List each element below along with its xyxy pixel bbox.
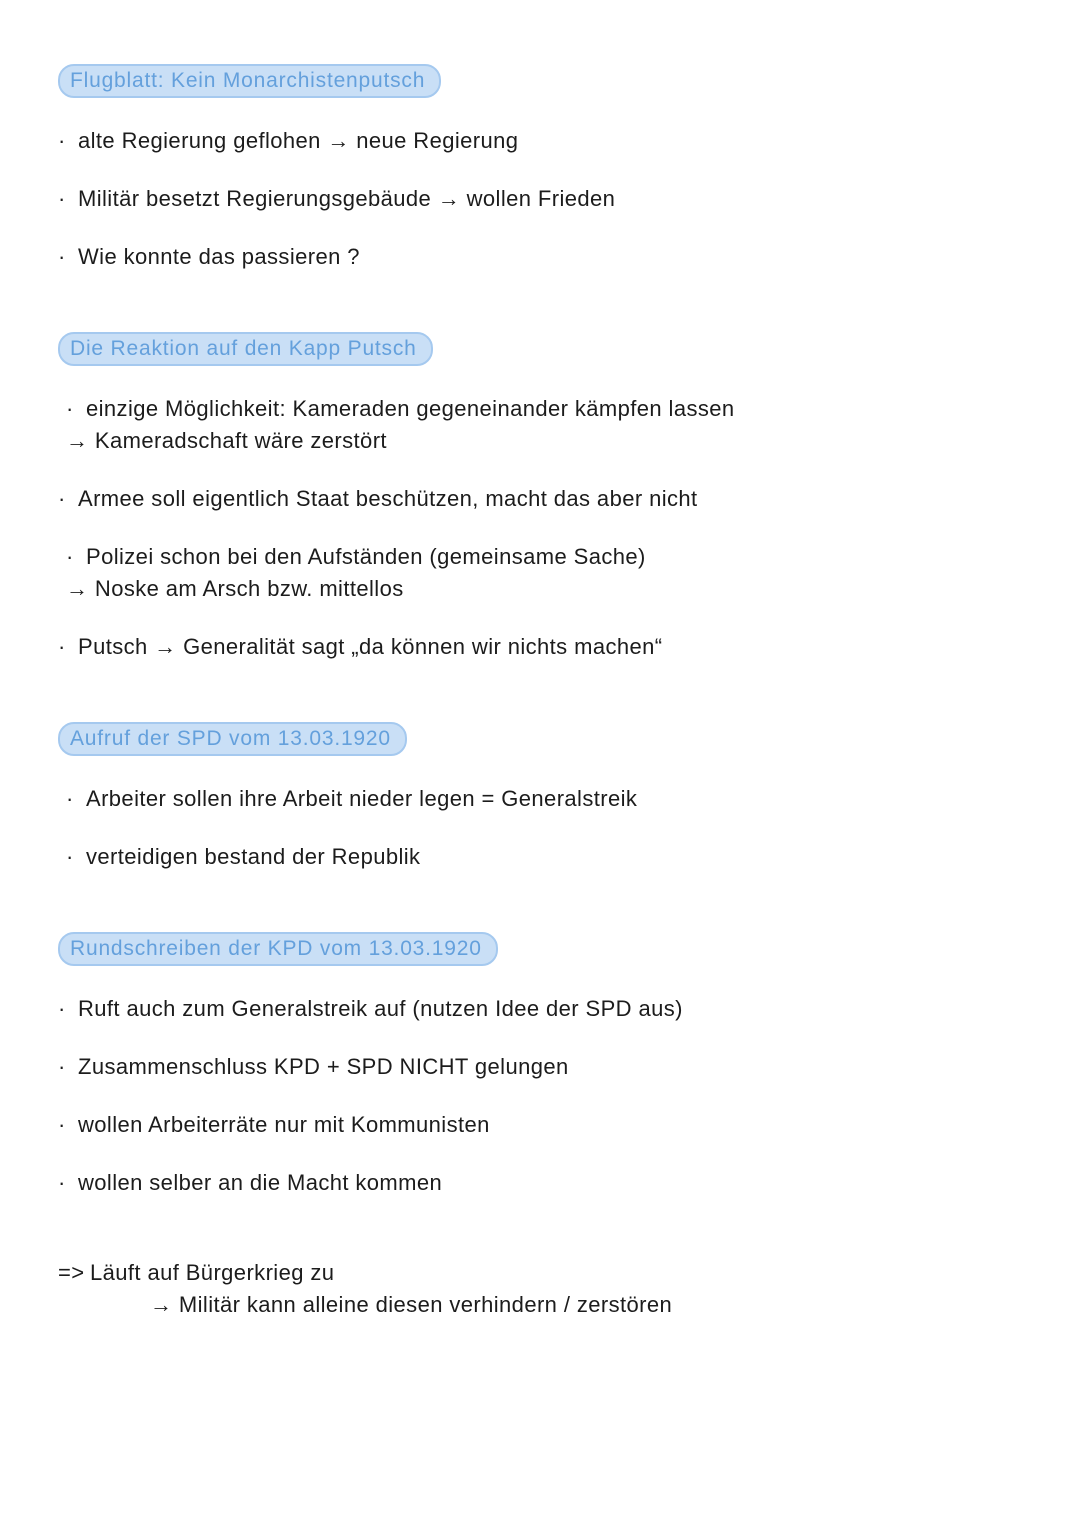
note-text: wollen Arbeiterräte nur mit Kommunisten: [78, 1112, 490, 1137]
note-line: [58, 242, 1040, 272]
section-heading: Rundschreiben der KPD vom 13.03.1920: [58, 932, 498, 966]
bullet-marker: ·: [58, 1170, 66, 1195]
section-flugblatt: [58, 64, 1040, 272]
note-text: Militär besetzt Regierungsgebäude → wollen Frieden: [78, 186, 616, 211]
note-line: [66, 542, 1040, 572]
section-heading: Aufruf der SPD vom 13.03.1920: [58, 722, 407, 756]
note-text: Ruft auch zum Generalstreik auf (nutzen Idee der SPD aus): [78, 996, 683, 1021]
note-text: einzige Möglichkeit: Kameraden gegeneinander kämpfen lassen: [86, 396, 735, 421]
note-line: [58, 126, 1040, 156]
bullet-marker: ·: [58, 1054, 66, 1079]
note-text: Wie konnte das passieren ?: [78, 244, 360, 269]
section-heading-row: [58, 64, 1040, 98]
note-text: wollen selber an die Macht kommen: [78, 1170, 443, 1195]
conclusion-block: [58, 1258, 1040, 1320]
bullet-marker: ·: [58, 128, 66, 153]
section-aufruf-spd: [58, 722, 1040, 872]
section-heading-row: [58, 332, 1040, 366]
note-line: [58, 632, 1040, 662]
bullet-marker: ·: [66, 544, 74, 569]
note-line: [58, 1110, 1040, 1140]
section-reaktion: [58, 332, 1040, 662]
section-heading: Die Reaktion auf den Kapp Putsch: [58, 332, 433, 366]
note-line: [66, 394, 1040, 424]
note-text: Polizei schon bei den Aufständen (gemeinsame Sache): [86, 544, 646, 569]
section-rundschreiben-kpd: [58, 932, 1040, 1198]
note-line: [58, 484, 1040, 514]
section-heading-row: [58, 932, 1040, 966]
note-text: Zusammenschluss KPD + SPD NICHT gelungen: [78, 1054, 569, 1079]
bullet-marker: ·: [66, 396, 74, 421]
bullet-marker: ·: [58, 244, 66, 269]
bullet-marker: ·: [58, 996, 66, 1021]
section-heading-row: [58, 722, 1040, 756]
implies-marker: =>: [58, 1260, 85, 1285]
section-heading: Flugblatt: Kein Monarchistenputsch: [58, 64, 441, 98]
bullet-marker: ·: [66, 844, 74, 869]
bullet-marker: ·: [58, 186, 66, 211]
note-line: [66, 842, 1040, 872]
conclusion-text: Läuft auf Bürgerkrieg zu: [90, 1260, 335, 1285]
note-text: verteidigen bestand der Republik: [86, 844, 421, 869]
note-subline: → Kameradschaft wäre zerstört: [66, 428, 387, 453]
note-line: [58, 1168, 1040, 1198]
note-text: Putsch → Generalität sagt „da können wir nichts machen“: [78, 634, 663, 659]
note-line: [58, 1052, 1040, 1082]
bullet-marker: ·: [58, 1112, 66, 1137]
note-line: [58, 184, 1040, 214]
note-line: [66, 784, 1040, 814]
note-text: alte Regierung geflohen → neue Regierung: [78, 128, 519, 153]
bullet-marker: ·: [66, 786, 74, 811]
conclusion-line: [58, 1258, 1040, 1288]
note-line: [58, 994, 1040, 1024]
note-text: Arbeiter sollen ihre Arbeit nieder legen = Generalstreik: [86, 786, 638, 811]
bullet-marker: ·: [58, 486, 66, 511]
conclusion-subline: → Militär kann alleine diesen verhindern / zerstören: [150, 1292, 673, 1317]
bullet-marker: ·: [58, 634, 66, 659]
note-subline: → Noske am Arsch bzw. mittellos: [66, 576, 404, 601]
note-text: Armee soll eigentlich Staat beschützen, macht das aber nicht: [78, 486, 698, 511]
